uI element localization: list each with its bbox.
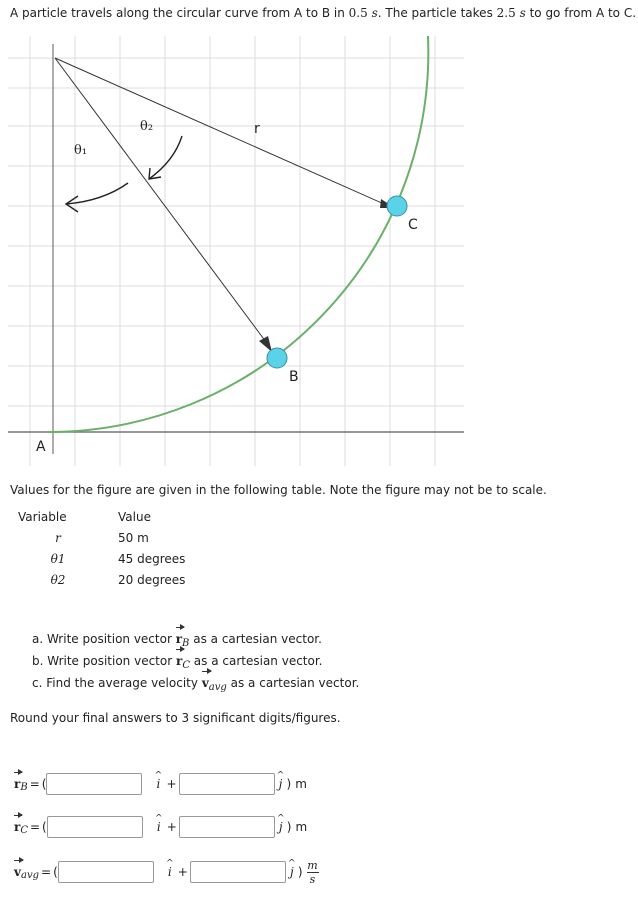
- question-c-suffix: as a cartesian vector.: [230, 676, 360, 690]
- vector-r-symbol: r: [175, 654, 183, 668]
- question-b-suffix: as a cartesian vector.: [193, 654, 323, 668]
- table-row: [18, 548, 238, 569]
- open-paren: (: [42, 820, 47, 834]
- equals-sign: =: [29, 777, 40, 791]
- variable-cell: r: [55, 530, 61, 545]
- subscript-avg: avg: [208, 682, 227, 693]
- question-b-text: b. Write position vector: [32, 654, 173, 668]
- table-caption: Values for the figure are given in the following table. Note the figure may not be to scale.: [10, 483, 547, 497]
- vavg-x-input[interactable]: [58, 861, 154, 883]
- i-hat-symbol: ^ i: [152, 777, 164, 791]
- unit-meters: m: [295, 777, 307, 791]
- vavg-y-input[interactable]: [190, 861, 286, 883]
- point-a-label: A: [36, 439, 46, 455]
- open-paren: (: [41, 777, 47, 791]
- subscript-b: B: [182, 638, 190, 649]
- point-b-label: B: [289, 369, 299, 385]
- close-paren: ): [297, 865, 303, 879]
- rc-y-input[interactable]: [179, 816, 275, 838]
- question-a: [32, 632, 322, 649]
- table-header-row: [18, 506, 238, 527]
- r-label: r: [254, 121, 260, 137]
- grid-lines: [8, 36, 464, 466]
- variable-cell: θ2: [50, 572, 66, 587]
- i-hat-symbol: ^ i: [164, 865, 176, 879]
- rounding-note: Round your final answers to 3 significant digits/figures.: [10, 711, 341, 725]
- time-ac-value: 2.5: [496, 6, 516, 20]
- value-cell: 45 degrees: [118, 551, 186, 566]
- subscript-c: C: [20, 824, 28, 836]
- vector-v-symbol: v: [14, 865, 21, 879]
- question-c-text: c. Find the average velocity: [32, 676, 198, 690]
- time-unit: s: [371, 6, 378, 20]
- close-paren: ): [286, 777, 292, 791]
- rb-x-input[interactable]: [46, 773, 142, 795]
- rc-x-input[interactable]: [47, 816, 143, 838]
- intro-text: A particle travels along the circular curve from A to B in: [10, 6, 345, 20]
- vector-r-symbol: r: [14, 777, 21, 791]
- rb-y-input[interactable]: [179, 773, 275, 795]
- variable-cell: θ1: [50, 551, 66, 566]
- arrowhead-b: [259, 336, 272, 352]
- equals-sign: =: [41, 865, 52, 879]
- unit-numerator: m: [307, 858, 318, 872]
- subscript-b: B: [20, 781, 28, 793]
- subscript-avg: avg: [20, 869, 39, 881]
- plus-sign: +: [166, 777, 177, 791]
- theta1-label: θ₁: [74, 143, 88, 158]
- question-a-text: a. Write position vector: [32, 632, 172, 646]
- position-line-c: [55, 58, 384, 204]
- circular-curve: [48, 36, 428, 432]
- j-hat-symbol: ^ j: [286, 865, 298, 879]
- question-b: [32, 654, 323, 671]
- answer-row-vavg: [14, 859, 319, 885]
- plus-sign: +: [177, 865, 188, 879]
- point-c-node: [387, 196, 407, 216]
- vector-v-symbol: v: [201, 676, 209, 690]
- point-c-label: C: [408, 217, 418, 233]
- question-c: [32, 676, 360, 693]
- point-b-node: [267, 348, 287, 368]
- intro-mid-text: . The particle takes: [377, 6, 493, 20]
- vector-r-symbol: r: [14, 820, 21, 834]
- answer-row-rc: [14, 814, 307, 840]
- time-unit: s: [519, 6, 526, 20]
- table-row: [18, 569, 238, 590]
- vector-r-symbol: r: [175, 632, 183, 646]
- intro-end-text: to go from A to C.: [529, 6, 637, 20]
- open-paren: (: [53, 865, 58, 879]
- value-cell: 20 degrees: [118, 572, 186, 587]
- position-line-b: [55, 58, 266, 342]
- header-variable: Variable: [18, 509, 67, 524]
- theta2-label: θ₂: [140, 119, 154, 134]
- unit-denominator: s: [309, 872, 316, 886]
- j-hat-symbol: ^ j: [275, 777, 287, 791]
- values-table: [18, 506, 238, 590]
- plus-sign: +: [166, 820, 177, 834]
- subscript-c: C: [182, 660, 190, 671]
- header-value: Value: [118, 509, 151, 524]
- circular-path-figure: [8, 36, 464, 466]
- j-hat-symbol: ^ j: [275, 820, 287, 834]
- value-cell: 50 m: [118, 530, 149, 545]
- equals-sign: =: [29, 820, 41, 834]
- unit-meters-per-second: [307, 860, 319, 885]
- unit-meters: m: [295, 820, 308, 834]
- problem-statement: [10, 6, 635, 20]
- table-row: [18, 527, 238, 548]
- i-hat-symbol: ^ i: [153, 820, 165, 834]
- close-paren: ): [286, 820, 292, 834]
- question-a-suffix: as a cartesian vector.: [193, 632, 322, 646]
- answer-row-rb: [14, 771, 307, 797]
- time-ab-value: 0.5: [348, 6, 368, 20]
